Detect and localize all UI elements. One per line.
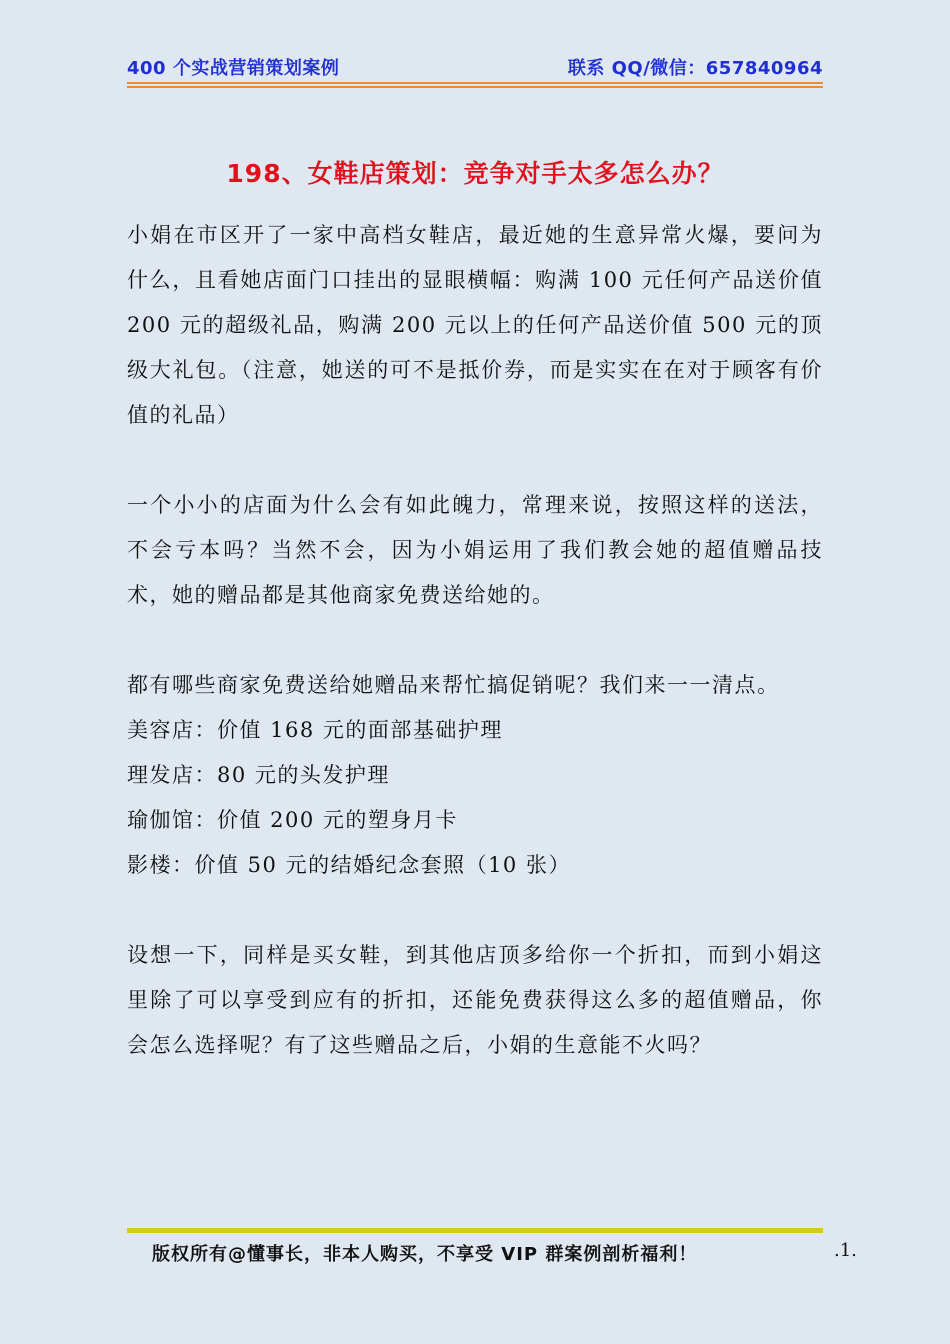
page-header: [127, 54, 823, 80]
list-item: 美容店：价值 168 元的面部基础护理: [127, 718, 503, 742]
header-series-title: 400 个实战营销策划案例: [127, 58, 340, 79]
page-number: .1.: [834, 1240, 857, 1261]
document-title: 198、女鞋店策划：竞争对手太多怎么办？: [226, 159, 724, 188]
paragraph-question: 一个小小的店面为什么会有如此魄力，常理来说，按照这样的送法，不会亏本吗？当然不会，因为小娟运用了我们教会她的超值赠品技术，她的赠品都是其他商家免费送给她的。: [127, 493, 823, 607]
header-divider: [127, 82, 823, 88]
paragraph-intro: 小娟在市区开了一家中高档女鞋店，最近她的生意异常火爆，要问为什么，且看她店面门口挂出的显眼横幅：购满 100 元任何产品送价值 200 元的超级礼品，购满 200 元以上的任何产品送价值 500 元的顶级大礼包。（注意，她送的可不是抵价券，而是实实在在对于顾客有价值的礼品）: [127, 223, 823, 427]
list-item: 瑜伽馆：价值 200 元的塑身月卡: [127, 808, 458, 832]
footer-copyright: 版权所有@懂事长，非本人购买，不享受 VIP 群案例剖析福利！: [152, 1244, 698, 1265]
list-item: 理发店：80 元的头发护理: [127, 763, 390, 787]
footer-divider: [127, 1228, 823, 1233]
header-contact: 联系 QQ/微信：657840964: [567, 58, 823, 79]
document-body: [127, 213, 823, 1068]
list-item: 影楼：价值 50 元的结婚纪念套照（10 张）: [127, 853, 571, 877]
paragraph-conclusion: 设想一下，同样是买女鞋，到其他店顶多给你一个折扣，而到小娟这里除了可以享受到应有的折扣，还能免费获得这么多的超值赠品，你会怎么选择呢？有了这些赠品之后，小娟的生意能不火吗？: [127, 943, 823, 1057]
paragraph-list-intro: 都有哪些商家免费送给她赠品来帮忙搞促销呢？我们来一一清点。: [127, 673, 780, 697]
